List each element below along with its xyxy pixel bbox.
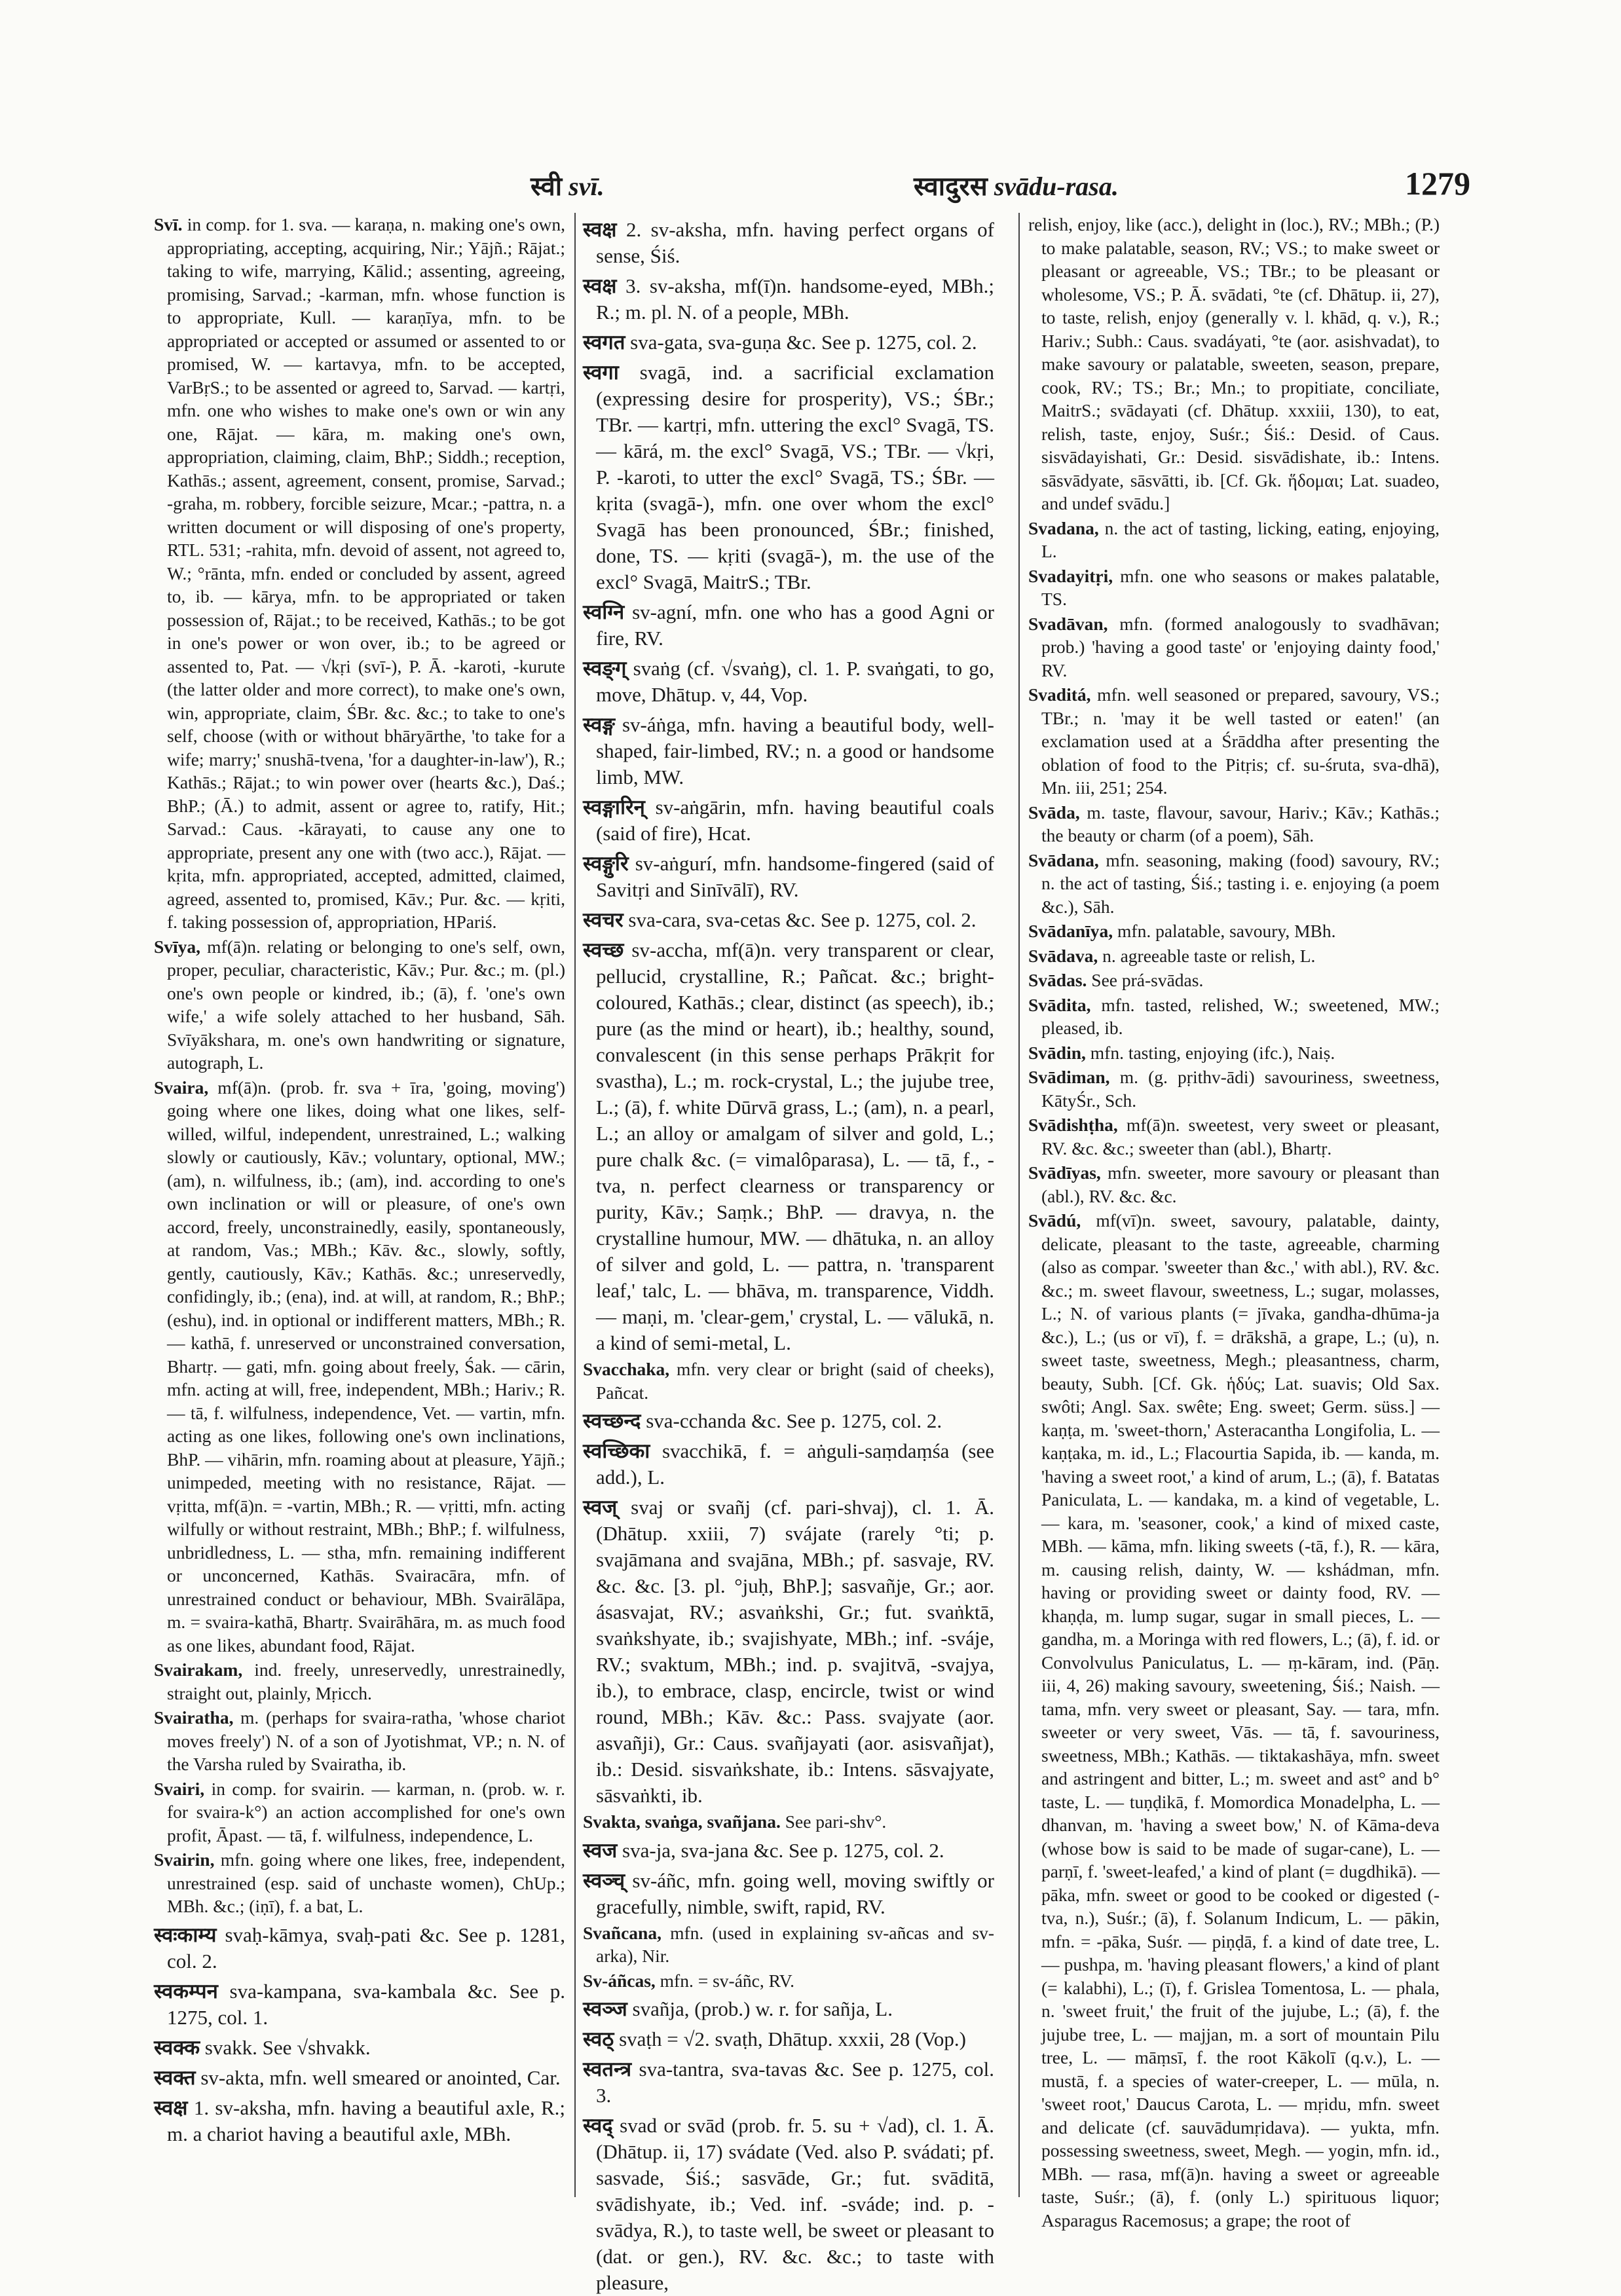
- entry-devanagari-headword: स्वगत: [583, 331, 625, 354]
- dictionary-entry: [1028, 1161, 1440, 1208]
- entry-headword: Svaditá,: [1028, 684, 1091, 705]
- dictionary-entry: [583, 1408, 994, 1434]
- dictionary-entry: [583, 937, 994, 1356]
- dictionary-entry: [583, 794, 994, 847]
- entry-headword: Svīya,: [154, 936, 201, 957]
- entry-definition: m. taste, flavour, savour, Hariv.; Kāv.; Kathās.; the beauty or charm (of a poem), Sāh.: [1041, 802, 1440, 845]
- entry-definition: sva-kampana, sva-kambala &c. See p. 1275, col. 1.: [167, 1979, 565, 2029]
- dictionary-entry: [154, 213, 565, 934]
- entry-definition: mfn. very clear or bright (said of cheeks), Pañcat.: [596, 1359, 994, 1403]
- dictionary-entry: [583, 1921, 994, 1968]
- entry-definition: mf(ā)n. (prob. fr. sva + īra, 'going, moving') going where one likes, doing what one likes, self-willed, wilful, independent, unrestrained, L.; walking slowly or cautiously, Kāv.; voluntary, optional, MW.; (am), n. wilfulness, ib.; (am), ind. according to one's own inclination or will or pleasure, of one's own accord, freely, unconstrainedly, easily, spontaneously, at random, Vas.; MBh.; Kāv. &c., slowly, softly, gently, cautiously, Kāv.; Kathās. &c.; unreservedly, confidingly, ib.; (ena), ind. at will, at random, R.; BhP.; (eshu), ind. in optional or indifferent matters, MBh.; R. — kathā, f. unreserved or unconstrained conversation, Bhartṛ. — gati, mfn. going about freely, Śak. — cārin, mfn. acting at will, free, independent, MBh.; Hariv.; R. — tā, f. wilfulness, independence, Vet. — vartin, mfn. acting as one likes, following one's own inclinations, BhP. — vihārin, mfn. roaming about at pleasure, Yājñ.; unimpeded, meeting with no resistance, Rājat. — vṛitta, mf(ā)n. = -vartin, MBh.; R. — vṛitti, mfn. acting wilfully or without restraint, MBh.; BhP.; f. wilfulness, unbridledness, L. — stha, mfn. remaining indifferent or unconcerned, Kathās. Svairacāra, mfn. of unrestrained conduct or behaviour, MBh. Svairālāpa, m. = svaira-kathā, Bhartṛ. Svairāhāra, m. as much food as one likes, abundant food, Rājat.: [167, 1077, 565, 1656]
- entry-definition: mfn. tasting, enjoying (ifc.), Naiṣ.: [1085, 1042, 1335, 1063]
- entry-definition: sv-áñc, mfn. going well, moving swiftly or gracefully, nimble, swift, rapid, RV.: [596, 1868, 994, 1918]
- entry-definition: mfn. tasted, relished, W.; sweetened, MW.; pleased, ib.: [1041, 994, 1440, 1038]
- entry-devanagari-headword: स्वगा: [583, 361, 619, 384]
- header-right-devanagari: स्वादुरस: [914, 172, 988, 202]
- entry-definition: n. agreeable taste or relish, L.: [1098, 945, 1316, 966]
- entry-devanagari-headword: स्वक्त: [154, 2065, 196, 2090]
- entry-headword: Sv-áñcas,: [583, 1970, 656, 1991]
- entry-definition: sv-accha, mf(ā)n. very transparent or clear, pellucid, crystalline, R.; Pañcat. &c.; bright-coloured, Kathās.; clear, distinct (as speech), ib.; pure (as the mind or heart), ib.; healthy, sound, convalescent (in this sense perhaps Prākṛit for svastha), L.; m. rock-crystal, L.; the jujube tree, L.; (ā), f. white Dūrvā grass, L.; (am), n. a pearl, L.; an alloy or amalgam of silver and gold, L.; pure chalk &c. (= vimalôparasa), L. — tā, f., -tva, n. perfect clearness or transparency or purity, Kāv.; Saṃk.; BhP. — dravya, n. the crystalline humour, MW. — dhātuka, n. an alloy of silver and gold, L. — pattra, n. 'transparent leaf,' talc, L. — bhāva, m. transparence, Viddh. — maṇi, m. 'clear-gem,' crystal, L. — vālukā, n. a kind of semi-metal, L.: [596, 938, 994, 1354]
- dictionary-columns: [154, 213, 1470, 2294]
- entry-definition: in comp. for 1. sva. — karaṇa, n. making one's own, appropriating, accepting, acquiring, Nir.; Yājñ.; Rājat.; taking to wife, marrying, Kālid.; assenting, agreeing, promising, Sarvad.; -karman, mfn. whose function is to appropriate, Kull. — karaṇīya, mfn. to be appropriated or accepted or assumed or assented to or promised, W. — kartavya, mfn. to be accepted, VarBṛS.; to be assented or agreed to, Sarvad. — kartṛi, mfn. one who wishes to make one's own or win any one, Rājat. — kāra, m. making one's own, appropriation, claiming, claim, BhP.; Siddh.; reception, Kathās.; assent, agreement, consent, promise, Sarvad.; -graha, m. robbery, forcible seizure, Mcar.; -pattra, n. a written document or will disposing of one's property, RTL. 531; -rahita, mfn. devoid of assent, not agreed to, W.; °rānta, mfn. ended or concluded by assent, agreed to, ib. — kārya, mfn. to be appropriated or taken possession of, Rājat.; to be received, Kathās.; to be got in one's power or won over, ib.; to be agreed or assented to, Pat. — √kṛi (svī-), P. Ā. -karoti, -kurute (the latter older and more correct), to make one's own, win, appropriate, claim, ŚBr. &c. &c.; to take to one's self, choose (with or without bhāryārthe, 'to take for a wife; marry;' snushā-tvena, 'for a daughter-in-law'), R.; Kathās.; Rājat.; to win power over (hearts &c.), Daś.; BhP.; (Ā.) to admit, assent or agree to, ratify, Hit.; Sarvad.: Caus. -kārayati, to cause any one to appropriate, present any one with (two acc.), Rājat. — kṛita, mfn. appropriated, accepted, admitted, claimed, agreed, assented to, promised, Kāv.; Pur. &c. — kṛiti, f. taking possession of, appropriation, HPariś.: [167, 214, 565, 932]
- entry-headword: Svādin,: [1028, 1042, 1086, 1063]
- dictionary-entry: [1028, 919, 1440, 943]
- entry-definition: in comp. for svairin. — karman, n. (prob. w. r. for svaira-k°) an action accomplished for one's own profit, Āpast. — tā, f. wilfulness, independence, L.: [167, 1778, 565, 1845]
- header-left-word: [531, 167, 605, 203]
- entry-devanagari-headword: स्वतन्त्र: [583, 2058, 632, 2081]
- entry-definition: svaṭh = √2. svaṭh, Dhātup. xxxii, 28 (Vop.): [614, 2028, 966, 2050]
- entry-headword: Svādava,: [1028, 945, 1098, 966]
- dictionary-entry: [583, 712, 994, 790]
- header-left-devanagari: स्वी: [531, 172, 563, 202]
- entry-devanagari-headword: स्वच्छ: [583, 938, 624, 962]
- column-divider: [1018, 213, 1020, 2197]
- dictionary-entry: [583, 1810, 994, 1834]
- dictionary-entry: [1028, 1041, 1440, 1065]
- entry-headword: Svādiman,: [1028, 1067, 1110, 1087]
- entry-headword: Svādana,: [1028, 849, 1099, 870]
- entry-devanagari-headword: स्वक्ष: [154, 2096, 188, 2120]
- entry-definition: mf(ā)n. sweetest, very sweet or pleasant, RV. &c. &c.; sweeter than (abl.), Bhartṛ.: [1041, 1115, 1440, 1158]
- entry-definition: 2. sv-aksha, mfn. having perfect organs of sense, Śiś.: [596, 218, 994, 267]
- dictionary-entry: [154, 1076, 565, 1657]
- entry-headword: Svañcana,: [583, 1922, 661, 1943]
- entry-definition: sva-cchanda &c. See p. 1275, col. 2.: [641, 1409, 942, 1432]
- dictionary-entry: [1028, 517, 1440, 563]
- column-1: [154, 213, 565, 2197]
- entry-definition: sv-agní, mfn. one who has a good Agni or fire, RV.: [596, 601, 994, 650]
- entry-definition: sv-áṅga, mfn. having a beautiful body, well-shaped, fair-limbed, RV.; n. a good or handsome limb, MW.: [596, 713, 994, 788]
- entry-definition: mfn. seasoning, making (food) savoury, RV.; n. the act of tasting, Śiś.; tasting i. e. enjoying (a poem &c.), Sāh.: [1041, 849, 1440, 917]
- entry-devanagari-headword: स्वङ्ग्: [583, 657, 627, 680]
- entry-definition: n. the act of tasting, licking, eating, enjoying, L.: [1041, 517, 1440, 561]
- dictionary-entry: [1028, 612, 1440, 682]
- dictionary-entry: [583, 1996, 994, 2022]
- dictionary-entry: [1028, 1113, 1440, 1160]
- entry-devanagari-headword: स्वक्क: [154, 2035, 200, 2060]
- entry-definition: m. (g. pṛithv-ādi) savouriness, sweetness, KātyŚr., Sch.: [1041, 1067, 1440, 1111]
- entry-definition: 3. sv-aksha, mf(ī)n. handsome-eyed, MBh.; R.; m. pl. N. of a people, MBh.: [596, 274, 994, 324]
- entry-definition: mfn. well seasoned or prepared, savoury, VS.; TBr.; n. 'may it be well tasted or eaten!' (an exclamation used at a Śrāddha after presenting the oblation of food to the Pitṛis; cf. su-śruta, sva-dhā), Mn. iii, 251; 254.: [1041, 684, 1440, 798]
- dictionary-entry: [583, 851, 994, 903]
- dictionary-entry: [1028, 993, 1440, 1040]
- entry-devanagari-headword: स्वक्ष: [583, 218, 617, 242]
- entry-headword: Svairatha,: [154, 1707, 234, 1728]
- dictionary-entry: [1028, 213, 1440, 515]
- entry-definition: svaḥ-kāmya, svaḥ-pati &c. See p. 1281, col. 2.: [167, 1923, 565, 1972]
- dictionary-entry: [583, 2113, 994, 2296]
- entry-headword: Svairakam,: [154, 1659, 243, 1680]
- column-2: [583, 213, 994, 2294]
- dictionary-entry: [154, 1978, 565, 2031]
- dictionary-entry: [583, 2026, 994, 2052]
- entry-definition: sva-gata, sva-guṇa &c. See p. 1275, col. 2.: [625, 331, 977, 354]
- dictionary-entry: [154, 1922, 565, 1974]
- dictionary-entry: [154, 2035, 565, 2061]
- entry-definition: sva-ja, sva-jana &c. See p. 1275, col. 2.: [617, 1838, 944, 1862]
- dictionary-entry: [1028, 969, 1440, 992]
- entry-devanagari-headword: स्वचर: [583, 908, 624, 932]
- entry-definition: svañja, (prob.) w. r. for sañja, L.: [627, 1997, 893, 2020]
- dictionary-entry: [154, 1777, 565, 1847]
- entry-headword: Svadāvan,: [1028, 613, 1108, 634]
- entry-definition: See pari-shv°.: [780, 1811, 887, 1832]
- entry-definition: svacchikā, f. = aṅguli-saṃdaṃśa (see add.), L.: [596, 1439, 994, 1489]
- dictionary-entry: [1028, 801, 1440, 847]
- dictionary-entry: [154, 935, 565, 1075]
- entry-devanagari-headword: स्वञ्च्: [583, 1868, 625, 1893]
- entry-definition: sva-cara, sva-cetas &c. See p. 1275, col. 2.: [623, 908, 977, 931]
- entry-headword: Svāda,: [1028, 802, 1080, 823]
- dictionary-entry: [583, 1969, 994, 1993]
- dictionary-entry: [583, 1868, 994, 1920]
- entry-definition: mfn. = sv-áñc, RV.: [655, 1970, 794, 1991]
- dictionary-entry: [1028, 683, 1440, 800]
- entry-headword: Svādú,: [1028, 1210, 1081, 1231]
- page-header: [154, 167, 1470, 208]
- entry-devanagari-headword: स्वज्: [583, 1496, 618, 1519]
- entry-devanagari-headword: स्वच्छन्द: [583, 1409, 641, 1433]
- dictionary-entry: [583, 1494, 994, 1809]
- dictionary-entry: [583, 217, 994, 269]
- entry-definition: mf(ā)n. relating or belonging to one's self, own, proper, peculiar, characteristic, Kāv.; Pur. &c.; m. (pl.) one's own people or kindred, ib.; (ā), f. 'one's own wife,' a wife solely attached to her husband, Sāh. Svīyākshara, m. one's own handwriting or signature, autograph, L.: [167, 936, 565, 1073]
- dictionary-entry: [583, 360, 994, 595]
- entry-headword: Svadayitṛi,: [1028, 565, 1113, 586]
- column-divider: [574, 213, 576, 2197]
- header-right-word: [914, 167, 1119, 203]
- dictionary-entry: [154, 1658, 565, 1705]
- entry-devanagari-headword: स्वञ्ज: [583, 1997, 627, 2021]
- entry-definition: svaṅg (cf. √svaṅg), cl. 1. P. svaṅgati, to go, move, Dhātup. v, 44, Vop.: [596, 657, 994, 706]
- entry-devanagari-headword: स्वच्छिका: [583, 1439, 650, 1463]
- entry-headword: Svairin,: [154, 1849, 215, 1870]
- dictionary-entry: [583, 907, 994, 933]
- entry-headword: Svacchaka,: [583, 1359, 670, 1379]
- entry-headword: Svakta, svaṅga, svañjana.: [583, 1811, 781, 1832]
- entry-definition: svaj or svañj (cf. pari-shvaj), cl. 1. Ā. (Dhātup. xxiii, 7) svájate (rarely °ti; p. svajāmana and svajāna, MBh.; pf. sasvaje, RV. &c. &c. [3. pl. °juḥ, BhP.]; sasvañje, Gr.; aor. ásasvajat, RV.; asvaṅkshi, Gr.; fut. svaṅktā, svaṅkshyate, ib.; svajishyate, MBh.; inf. -sváje, RV.; svaktum, MBh.; ind. p. svajitvā, -svajya, ib.), to embrace, clasp, encircle, twist or wind round, MBh.; Kāv. &c.: Pass. svajyate (aor. asvañji), Gr.: Caus. svañjayati (aor. asisvañjat), ib.: Desid. sisvaṅkshate, ib.: Intens. sāsvajyate, sāsvaṅkti, ib.: [596, 1496, 994, 1807]
- dictionary-entry: [583, 273, 994, 325]
- entry-devanagari-headword: स्वद्: [583, 2114, 613, 2138]
- entry-devanagari-headword: स्वङ्गुरि: [583, 852, 629, 876]
- entry-definition: ind. freely, unreservedly, unrestrainedly, straight out, plainly, Mṛicch.: [167, 1659, 565, 1703]
- entry-definition: mf(vī)n. sweet, savoury, palatable, dainty, delicate, pleasant to the taste, agreeable, charming (also as compar. 'sweeter than &c.,' with abl.), RV. &c. &c.; m. sweet flavour, sweetness, L.; sugar, molasses, L.; N. of various plants (= jīvaka, gandha-dhūma-ja &c.), L.; (us or vī), f. = drākshā, a grape, L.; (u), n. sweet taste, sweetness, Megh.; pleasantness, charm, beauty, Subh. [Cf. Gk. ἡδύς; Lat. suavis; Old Sax. swôti; Angl. Sax. swête; Eng. sweet; Germ. süss.] — kaṇṭa, m. 'sweet-thorn,' Asteracantha Longifolia, L. — kaṇṭaka, m. id., L.; Flacourtia Sapida, ib. — kanda, m. 'having a sweet root,' a kind of arum, L.; (ā), f. Batatas Paniculata, L. — kandaka, m. a kind of vegetable, L. — kara, m. 'seasoner, cook,' a kind of mixed caste, MBh. — kāma, mfn. liking sweets (-tā, f.), R. — kāra, m. causing relish, dainty, W. — kshádman, mfn. having or providing sweet or dainty food, RV. — khaṇḍa, m. lump sugar, sugar in small pieces, L. — gandha, m. a Moringa with red flowers, L.; (ā), f. id. or Convolvulus Paniculatus, L. — ṃ-kāram, ind. (Pāṇ. iii, 4, 26) making savoury, sweetening, Śiś.; Naish. — tama, mfn. very sweet or pleasant, Say. — tara, mfn. sweeter or very sweet, Vās. — tā, f. savouriness, sweetness, MBh.; Kathās. — tiktakashāya, mfn. sweet and astringent and bitter, L.; m. sweet and ast° and b° taste, L. — tuṇḍikā, f. Momordica Monadelpha, L. — dhanvan, m. 'having a sweet bow,' N. of Kāma-deva (whose bow is said to be made of sugar-cane), L. — parṇī, f. 'sweet-leafed,' a kind of plant (= dugdhikā). — pāka, mfn. sweet or good to be cooked or digested (-tva, n.), Suśr.; (ā), f. Solanum Indicum, L. — pākin, mfn. = -pāka, Suśr. — piṇḍā, f. a kind of date tree, L. — pushpa, m. 'having pleasant flowers,' a kind of plant (= kalabhi), L.; (ī), f. Grislea Tomentosa, L. — phala, n. 'sweet fruit,' the fruit of the jujube, L.; (ā), f. the jujube tree, L. — majjan, m. a sort of mountain Pilu tree, L. — māṃsī, f. the root Kākolī (q.v.), L. — mustā, f. a species of water-creeper, L. — mūla, n. 'sweet root,' Daucus Carota, L. — mṛidu, mfn. sweet and delicate (cf. sauvādumṛidava). — yukta, mfn. possessing sweetness, sweet, Megh. — yogin, mfn. id., MBh. — rasa, mf(ā)n. having a sweet or agreeable taste, Suśr.; (ā), f. (only L.) spirituous liquor; Asparagus Racemosus; a grape; the root of: [1041, 1210, 1440, 2231]
- dictionary-entry: [1028, 565, 1440, 611]
- dictionary-entry: [154, 2065, 565, 2091]
- entry-definition: sv-akta, mfn. well smeared or anointed, Car.: [195, 2065, 561, 2089]
- entry-headword: Svadana,: [1028, 517, 1099, 538]
- entry-definition: svad or svād (prob. fr. 5. su + √ad), cl. 1. Ā. (Dhātup. ii, 17) svádate (Ved. also P. svádati; pf. sasvade, Śiś.; sasvāde, Gr.; fut. svāditā, svādishyate, ib.; Ved. inf. -sváde; ind. p. -svādya, R.), to taste well, be sweet or pleasant to (dat. or gen.), RV. &c. &c.; to taste with pleasure,: [596, 2114, 994, 2294]
- entry-devanagari-headword: स्वःकाम्य: [154, 1923, 217, 1947]
- entry-definition: svagā, ind. a sacrificial exclamation (expressing desire for prosperity), VS.; ŚBr.; TBr. — kartṛi, mfn. uttering the excl° Svagā, TS. — kārá, m. the excl° Svagā, VS.; TBr. — √kṛi, P. -karoti, to utter the excl° Svagā, TS.; ŚBr. — kṛita (svagā-), mfn. one over whom the excl° Svagā has been pronounced, ŚBr.; finished, done, TS. — kṛiti (svagā-), m. the use of the excl° Svagā, MaitrS.; TBr.: [596, 361, 994, 593]
- dictionary-entry: [1028, 849, 1440, 919]
- entry-definition: mfn. (formed analogously to svadhāvan; prob.) 'having a good taste' or 'enjoying dainty food,' RV.: [1041, 613, 1440, 680]
- column-3: [1028, 213, 1440, 2231]
- entry-devanagari-headword: स्वज: [583, 1838, 618, 1862]
- entry-definition: See prá-svādas.: [1087, 970, 1204, 990]
- entry-definition: mfn. going where one likes, free, independent, unrestrained (esp. said of unchaste women), ChUp.; MBh. &c.; (iṇī), f. a bat, L.: [167, 1849, 565, 1916]
- entry-devanagari-headword: स्वङ्गारिन्: [583, 796, 645, 819]
- dictionary-entry: [154, 1848, 565, 1918]
- dictionary-entry: [583, 1838, 994, 1864]
- entry-headword: Svairi,: [154, 1778, 205, 1799]
- dictionary-entry: [583, 2056, 994, 2109]
- entry-definition: m. (perhaps for svaira-ratha, 'whose chariot moves freely') N. of a son of Jyotishmat, VP.; n. N. of the Varsha ruled by Svairatha, ib.: [167, 1707, 565, 1774]
- entry-headword: Svī.: [154, 214, 183, 234]
- entry-devanagari-headword: स्वठ्: [583, 2028, 614, 2051]
- entry-headword: Svaira,: [154, 1077, 209, 1098]
- entry-headword: Svādishṭha,: [1028, 1115, 1118, 1135]
- dictionary-entry: [583, 1358, 994, 1404]
- header-left-roman: svī.: [568, 172, 605, 201]
- entry-devanagari-headword: स्वकम्पन: [154, 1979, 218, 2003]
- dictionary-entry: [1028, 1065, 1440, 1112]
- dictionary-entry: [1028, 1209, 1440, 2232]
- entry-definition: svakk. See √shvakk.: [200, 2035, 371, 2059]
- entry-definition: mfn. sweeter, more savoury or pleasant than (abl.), RV. &c. &c.: [1041, 1162, 1440, 1206]
- entry-headword: Svādīyas,: [1028, 1162, 1101, 1183]
- page-number: 1279: [1405, 165, 1470, 202]
- entry-headword: Svādita,: [1028, 994, 1091, 1015]
- entry-devanagari-headword: स्वङ्ग: [583, 713, 615, 737]
- dictionary-entry: [583, 656, 994, 708]
- entry-definition: 1. sv-aksha, mfn. having a beautiful axle, R.; m. a chariot having a beautiful axle, MBh.: [167, 2096, 565, 2145]
- dictionary-entry: [154, 1706, 565, 1776]
- entry-definition: relish, enjoy, like (acc.), delight in (loc.), RV.; MBh.; (P.) to make palatable, season, RV.; VS.; to make sweet or pleasant or agreeable, VS.; TBr.; to be pleasant or wholesome, VS.; P. Ā. svādati, °te (cf. Dhātup. ii, 27), to taste, relish, enjoy (generally v. l. khād, q. v.), R.; Hariv.; Subh.: Caus. svadáyati, °te (aor. asishvadat), to make savoury or palatable, sweeten, season, prepare, cook, RV.; TS.; Br.; Mn.; to propitiate, conciliate, MaitrS.; svādayati (cf. Dhātup. xxxiii, 130), to eat, relish, taste, enjoy, Suśr.; Śiś.: Desid. of Caus. sisvādayishati, Gr.: Desid. sisvādishate, ib.: Intens. sāsvādyate, sāsvātti, ib. [Cf. Gk. ἥδομαι; Lat. suadeo, and undef svādu.]: [1028, 214, 1440, 513]
- entry-definition: sv-aṅgārin, mfn. having beautiful coals (said of fire), Hcat.: [596, 796, 994, 845]
- entry-devanagari-headword: स्वग्नि: [583, 601, 625, 624]
- entry-definition: sva-tantra, sva-tavas &c. See p. 1275, col. 3.: [596, 2058, 994, 2107]
- entry-definition: mfn. (used in explaining sv-añcas and sv-arka), Nir.: [596, 1922, 994, 1966]
- dictionary-entry: [583, 1438, 994, 1491]
- dictionary-entry: [583, 599, 994, 652]
- entry-definition: mfn. palatable, savoury, MBh.: [1113, 921, 1336, 941]
- dictionary-entry: [1028, 944, 1440, 968]
- entry-headword: Svādas.: [1028, 970, 1087, 990]
- entry-definition: sv-aṅgurí, mfn. handsome-fingered (said of Savitṛi and Sinīvālī), RV.: [596, 852, 994, 901]
- entry-headword: Svādanīya,: [1028, 921, 1113, 941]
- dictionary-entry: [583, 329, 994, 356]
- entry-definition: mfn. one who seasons or makes palatable, TS.: [1041, 565, 1440, 609]
- entry-devanagari-headword: स्वक्ष: [583, 274, 617, 298]
- dictionary-entry: [154, 2095, 565, 2147]
- header-right-roman: svādu-rasa.: [994, 172, 1119, 201]
